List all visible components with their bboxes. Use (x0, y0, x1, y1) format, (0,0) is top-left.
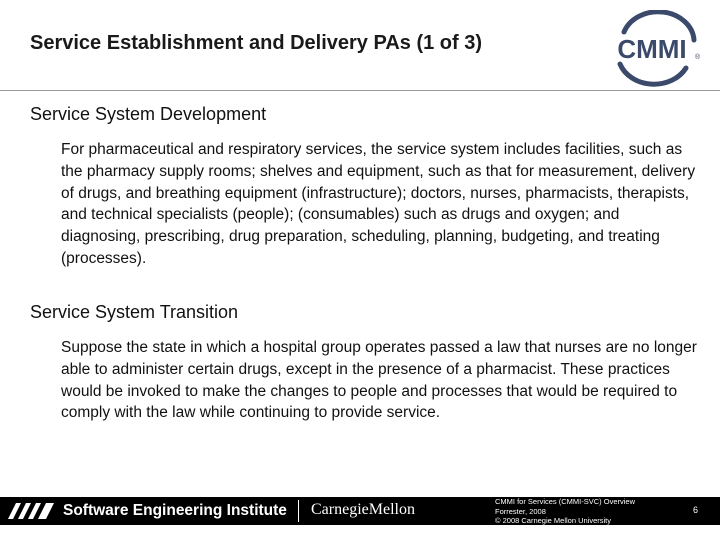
section-body-transition: Suppose the state in which a hospital group operates passed a law that nurses are no longer able to administer certain drugs, except in the presence of a pharmacist. These practices would be invoked to make the changes to people and processes that would be required to comply with the law while continuing to provide service. (61, 339, 697, 422)
cmu-name: CarnegieMellon (311, 501, 415, 518)
logo-text: CMMI (617, 34, 687, 64)
svg-text:®: ® (695, 54, 701, 61)
cmmi-logo (606, 10, 702, 90)
footer-meta-line1: CMMI for Services (CMMI-SVC) Overview (495, 497, 636, 506)
slide-title: Service Establishment and Delivery PAs (1 of 3) (30, 32, 483, 54)
page-number: 6 (693, 505, 699, 515)
section-heading-transition: Service System Transition (30, 302, 239, 322)
footer-meta (495, 497, 675, 525)
footer-divider (298, 500, 299, 522)
footer-bar (0, 497, 720, 525)
footer-meta-line2: Forrester, 2008 (495, 506, 546, 516)
title-divider (0, 90, 720, 91)
section-body-development: For pharmaceutical and respiratory services, the service system includes facilities, such as the pharmacy supply rooms; shelves and equipment, such as that for measurement, delivery of drugs, and breathing equipment (infrastructure); doctors, nurses, pharmacists, therapists, and technical specialists (people); (consumables) such as drugs and oxygen; and diagnosing, prescribing, drug preparation, scheduling, planning, budgeting, and treating (processes). (61, 141, 696, 267)
sei-logo-icon (8, 503, 54, 519)
section-heading-development: Service System Development (30, 104, 267, 124)
sei-name: Software Engineering Institute (63, 502, 287, 519)
footer-meta-line3: © 2008 Carnegie Mellon University (495, 516, 611, 525)
